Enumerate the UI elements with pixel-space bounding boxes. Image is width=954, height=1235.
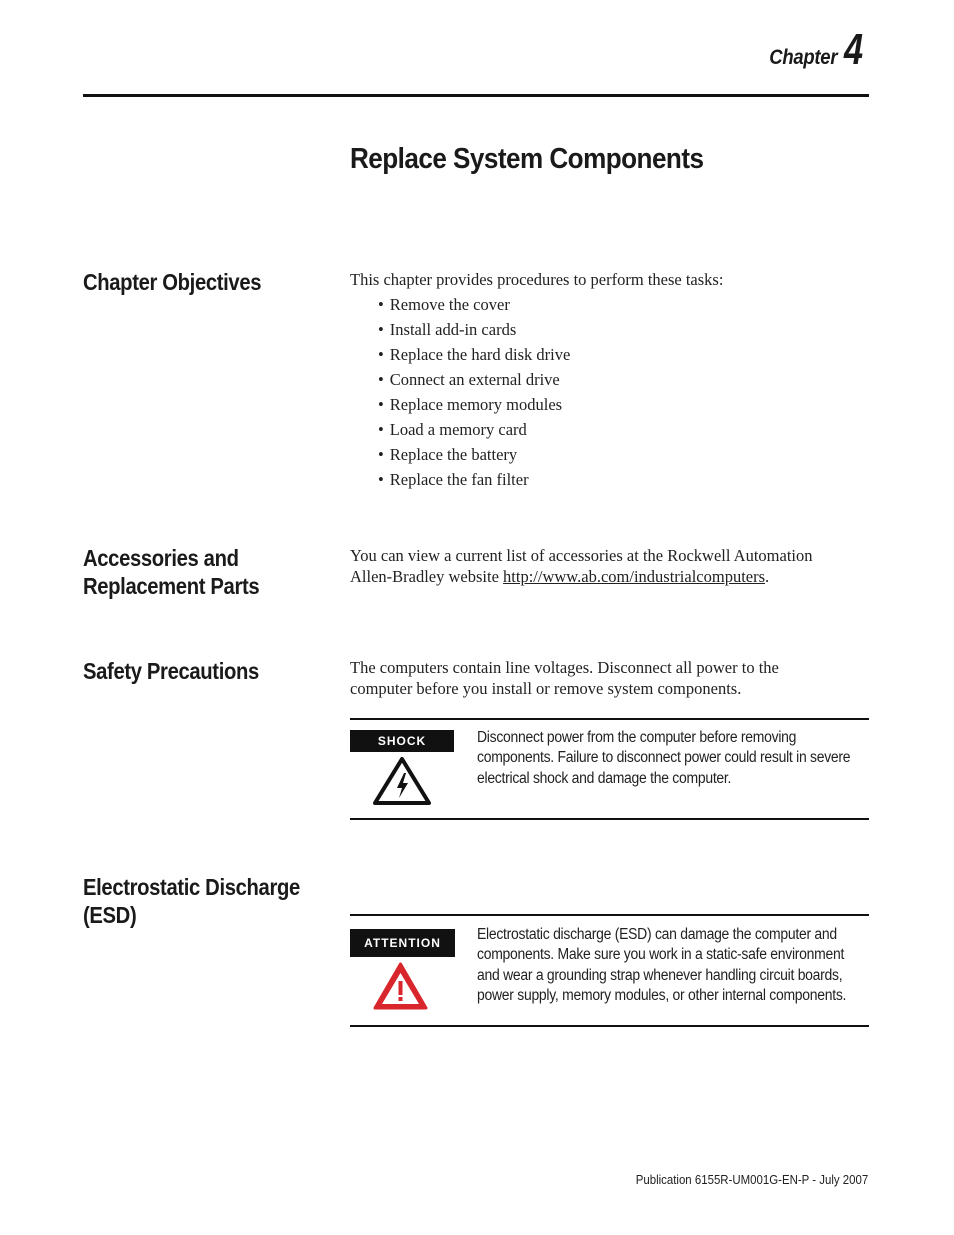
shock-hazard-tag: SHOCK HAZARD: [350, 730, 454, 752]
shock-notice-text: Disconnect power from the computer before removing components. Failure to disconnect power could result in severe electrical shock and damage the computer.: [477, 729, 851, 787]
list-item: • Replace memory modules: [378, 395, 563, 414]
esd-heading: Electrostatic Discharge (ESD): [83, 874, 300, 928]
ab-website-link[interactable]: http://www.ab.com/industrialcomputers: [503, 567, 766, 586]
list-item: • Connect an external drive: [378, 370, 560, 389]
safety-heading: Safety Precautions: [83, 658, 259, 684]
attention-tag: ATTENTION: [350, 929, 455, 957]
chapter-header: [760, 25, 868, 74]
attention-notice-text: Electrostatic discharge (ESD) can damage the computer and components. Make sure you work in a static-safe environment and wear a grounding strap whenever handling circuit boards, power supply, memory modules, or other internal components.: [477, 926, 847, 1005]
shock-notice-top-rule: [350, 718, 869, 720]
safety-text: The computers contain line voltages. Disconnect all power to the computer before you install or remove system components.: [350, 658, 779, 698]
accessories-text: You can view a current list of accessories at the Rockwell Automation Allen-Bradley website http://www.ab.com/industrialcomputers.: [350, 546, 813, 586]
attention-notice-top-rule: [350, 914, 869, 916]
attention-notice-bottom-rule: [350, 1025, 869, 1027]
list-item: • Install add-in cards: [378, 320, 517, 339]
shock-notice-bottom-rule: [350, 818, 869, 820]
list-item: • Replace the fan filter: [378, 470, 529, 489]
page-title: Replace System Components: [350, 143, 704, 175]
warning-exclamation-icon: [372, 961, 429, 1011]
list-item: • Replace the battery: [378, 445, 518, 464]
header-rule: [83, 94, 869, 97]
list-item: • Remove the cover: [378, 295, 510, 314]
chapter-number: 4: [843, 25, 863, 74]
shock-hazard-icon: [372, 756, 432, 806]
publication-footer: Publication 6155R-UM001G-EN-P - July 2007: [635, 1172, 868, 1187]
list-item: • Replace the hard disk drive: [378, 345, 571, 364]
objectives-list: [378, 294, 570, 494]
objectives-heading: Chapter Objectives: [83, 269, 262, 295]
chapter-label: Chapter: [769, 46, 838, 69]
list-item: • Load a memory card: [378, 420, 527, 439]
objectives-intro: This chapter provides procedures to perform these tasks:: [350, 270, 724, 289]
accessories-heading: Accessories and Replacement Parts: [83, 545, 260, 599]
